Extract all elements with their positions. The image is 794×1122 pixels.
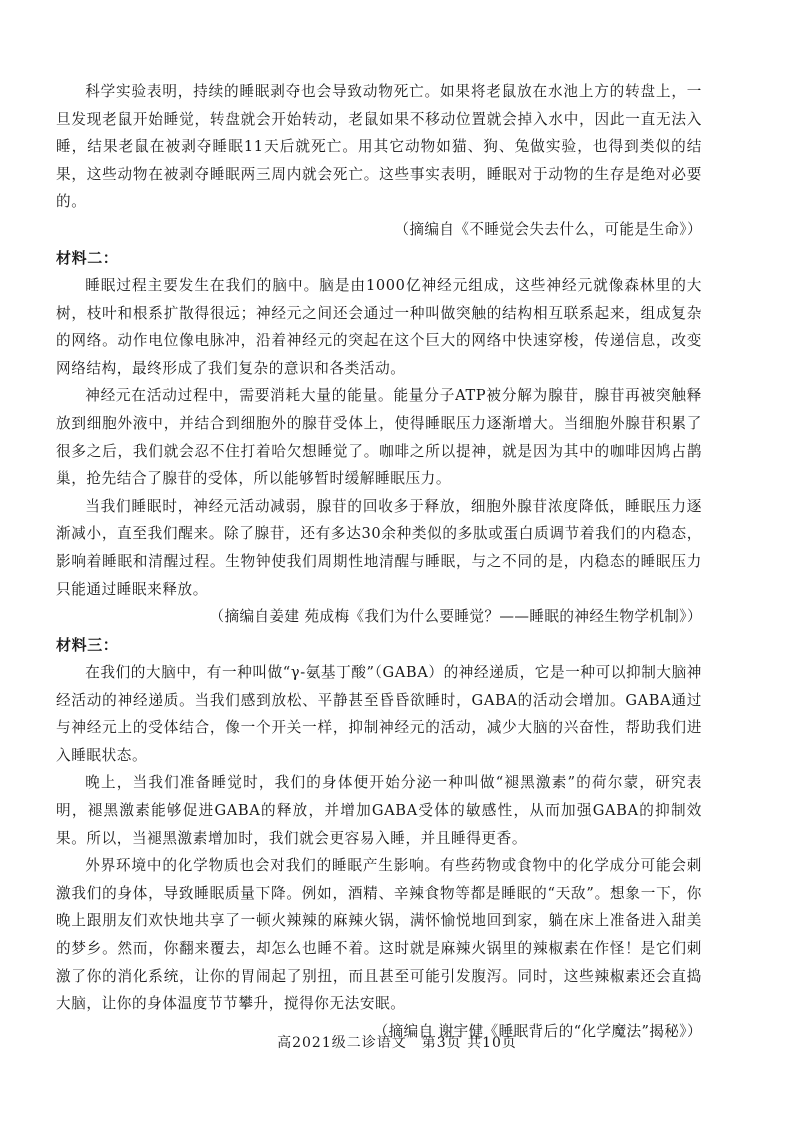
source-citation-3: （摘编自 谢宇健《睡眠背后的“化学魔法”揭秘》）	[373, 1022, 702, 1040]
paragraph-material-2-3: 当我们睡眠时，神经元活动减弱，腺苷的回收多于释放，细胞外腺苷浓度降低，睡眠压力逐渐减小，直至我们醒来。除了腺苷，还有多达30余种类似的多肽或蛋白质调节着我们的内稳态，影响着睡眠和清醒过程。生物钟使我们周期性地清醒与睡眠，与之不同的是，内稳态的睡眠压力只能通过睡眠来释放。	[56, 497, 702, 598]
source-citation-2: （摘编自姜建 苑成梅《我们为什么要睡觉？——睡眠的神经生物学机制》）	[209, 608, 702, 626]
paragraph-material-3-2: 晚上，当我们准备睡觉时，我们的身体便开始分泌一种叫做“褪黑激素”的荷尔蒙，研究表明，褪黑激素能够促进GABA的释放，并增加GABA受体的敏感性，从而加强GABA的抑制效果。所以，当褪黑激素增加时，我们就会更容易入睡，并且睡得更香。	[56, 774, 702, 847]
paragraph-material-3-1: 在我们的大脑中，有一种叫做“γ-氨基丁酸”（GABA）的神经递质，它是一种可以抑制大脑神经活动的神经递质。当我们感到放松、平静甚至昏昏欲睡时，GABA的活动会增加。GABA通过与神经元上的受体结合，像一个开关一样，抑制神经元的活动，减少大脑的兴奋性，帮助我们进入睡眠状态。	[56, 664, 702, 764]
paragraph-material-2-2: 神经元在活动过程中，需要消耗大量的能量。能量分子ATP被分解为腺苷，腺苷再被突触释放到细胞外液中，并结合到细胞外的腺苷受体上，使得睡眠压力逐渐增大。当细胞外腺苷积累了很多之后，我们就会忍不住打着哈欠想睡觉了。咖啡之所以提神，就是因为其中的咖啡因鸠占鹊巢，抢先结合了腺苷的受体，所以能够暂时缓解睡眠压力。	[56, 387, 702, 488]
heading-material-2: 材料二：	[56, 248, 119, 267]
paragraph-material-2-1: 睡眠过程主要发生在我们的脑中。脑是由1000亿神经元组成，这些神经元就像森林里的大树，枝叶和根系扩散得很远；神经元之间还会通过一种叫做突触的结构相互联系起来，组成复杂的网络。动作电位像电脉冲，沿着神经元的突起在这个巨大的网络中快速穿梭，传递信息，改变网络结构，最终形成了我们复杂的意识和各类活动。	[56, 276, 702, 377]
page-footer: 高2021级二诊语文 第3页 共10页	[277, 1035, 517, 1051]
heading-material-3: 材料三：	[56, 636, 119, 655]
paragraph-section1: 科学实验表明，持续的睡眠剥夺也会导致动物死亡。如果将老鼠放在水池上方的转盘上，一旦发现老鼠开始睡觉，转盘就会开始转动，老鼠如果不移动位置就会掉入水中，因此一直无法入睡，结果老鼠在被剥夺睡眠11天后就死亡。用其它动物如猫、狗、兔做实验，也得到类似的结果，这些动物在被剥夺睡眠两三周内就会死亡。这些事实表明，睡眠对于动物的生存是绝对必要的。	[56, 83, 702, 211]
paragraph-material-3-3: 外界环境中的化学物质也会对我们的睡眠产生影响。有些药物或食物中的化学成分可能会刺激我们的身体，导致睡眠质量下降。例如，酒精、辛辣食物等都是睡眠的“天敌”。想象一下，你晚上跟朋友们欢快地共享了一顿火辣辣的麻辣火锅，满怀愉悦地回到家，躺在床上准备进入甜美的梦乡。然而，你翻来覆去，却怎么也睡不着。这时就是麻辣火锅里的辣椒素在作怪！是它们刺激了你的消化系统，让你的胃闹起了别扭，而且甚至可能引发腹泻。同时，这些辣椒素还会直捣大脑，让你的身体温度节节攀升，搅得你无法安眠。	[56, 857, 702, 1013]
source-citation-1: （摘编自《不睡觉会失去什么，可能是生命》）	[394, 220, 702, 238]
